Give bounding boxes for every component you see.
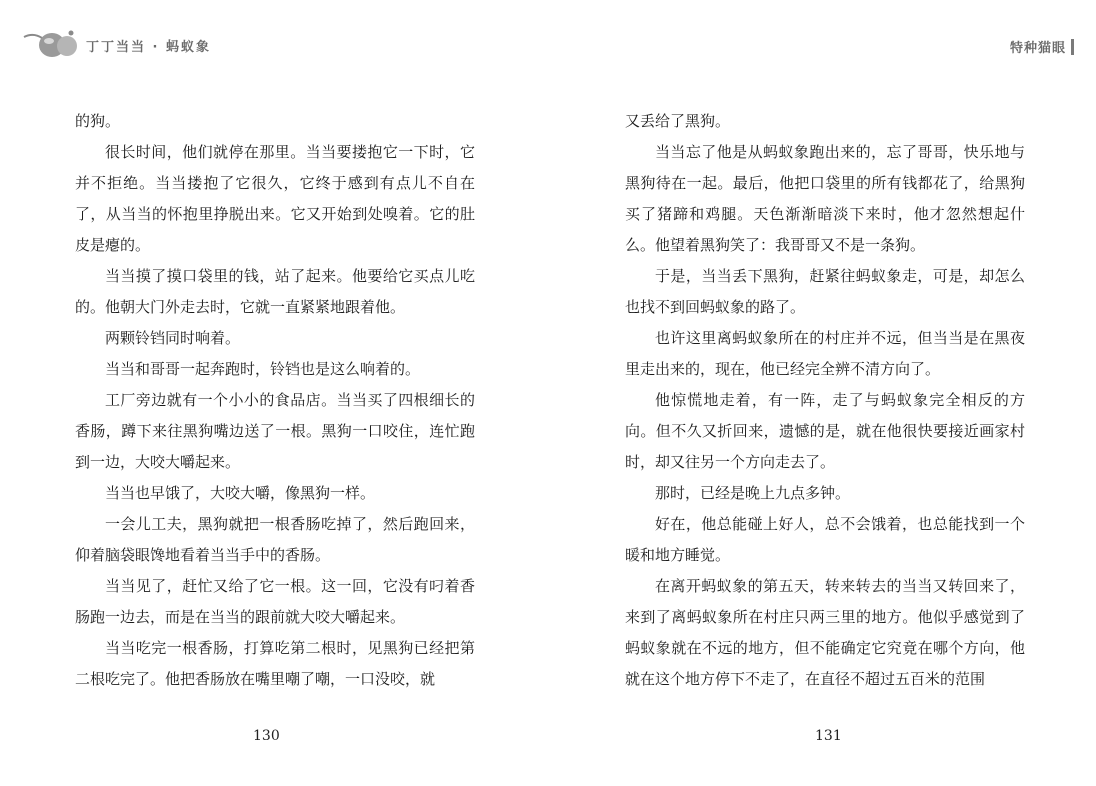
paragraph: 当当见了，赶忙又给了它一根。这一回，它没有叼着香肠跑一边去，而是在当当的跟前就大咬大嚼起来。	[75, 577, 475, 626]
header-bar-marker	[1071, 39, 1074, 55]
chapter-title: 特种猫眼	[1009, 41, 1066, 56]
paragraph: 也许这里离蚂蚁象所在的村庄并不远，但当当是在黑夜里走出来的，现在，他已经完全辨不清方向了。	[625, 329, 1025, 378]
left-page-text	[75, 106, 475, 695]
paragraph: 当当忘了他是从蚂蚁象跑出来的，忘了哥哥，快乐地与黑狗待在一起。最后，他把口袋里的所有钱都花了，给黑狗买了猪蹄和鸡腿。天色渐渐暗淡下来时，他才忽然想起什么。他望着黑狗笑了：我哥哥又不是一条狗。	[625, 143, 1025, 254]
paragraph: 的狗。	[75, 112, 121, 130]
gourd-logo-icon	[22, 28, 80, 62]
paragraph: 那时，已经是晚上九点多钟。	[655, 484, 851, 502]
page-number-left: 130	[253, 728, 280, 744]
right-page-text	[625, 106, 1025, 695]
paragraph: 一会儿工夫，黑狗就把一根香肠吃掉了，然后跑回来，仰着脑袋眼馋地看着当当手中的香肠。	[75, 515, 475, 564]
paragraph: 很长时间，他们就停在那里。当当要搂抱它一下时，它并不拒绝。当当搂抱了它很久，它终于感到有点儿不自在了，从当当的怀抱里挣脱出来。它又开始到处嗅着。它的肚皮是瘪的。	[75, 143, 475, 254]
paragraph: 又丢给了黑狗。	[625, 112, 731, 130]
paragraph: 两颗铃铛同时响着。	[105, 329, 241, 347]
running-header-left	[22, 28, 211, 62]
paragraph: 他惊慌地走着，有一阵，走了与蚂蚁象完全相反的方向。但不久又折回来，遗憾的是，就在他很快要接近画家村时，却又往另一个方向走去了。	[625, 391, 1025, 471]
paragraph: 当当也早饿了，大咬大嚼，像黑狗一样。	[105, 484, 376, 502]
page-number-right: 131	[815, 728, 842, 744]
paragraph: 好在，他总能碰上好人，总不会饿着，也总能找到一个暖和地方睡觉。	[625, 515, 1025, 564]
running-header-right	[1010, 37, 1074, 56]
paragraph: 工厂旁边就有一个小小的食品店。当当买了四根细长的香肠，蹲下来往黑狗嘴边送了一根。黑狗一口咬住，连忙跑到一边，大咬大嚼起来。	[75, 391, 475, 471]
series-title: 丁丁当当 · 蚂蚁象	[86, 39, 211, 55]
paragraph: 当当摸了摸口袋里的钱，站了起来。他要给它买点儿吃的。他朝大门外走去时，它就一直紧紧地跟着他。	[75, 267, 475, 316]
paragraph: 在离开蚂蚁象的第五天，转来转去的当当又转回来了，来到了离蚂蚁象所在村庄只两三里的地方。他似乎感觉到了蚂蚁象就在不远的地方，但不能确定它究竟在哪个方向，他就在这个地方停下不走了，在直径不超过五百米的范围	[625, 577, 1025, 688]
paragraph: 当当吃完一根香肠，打算吃第二根时，见黑狗已经把第二根吃完了。他把香肠放在嘴里嘲了嘲，一口没咬，就	[75, 639, 475, 688]
paragraph: 于是，当当丢下黑狗，赶紧往蚂蚁象走，可是，却怎么也找不到回蚂蚁象的路了。	[625, 267, 1025, 316]
paragraph: 当当和哥哥一起奔跑时，铃铛也是这么响着的。	[105, 360, 421, 378]
